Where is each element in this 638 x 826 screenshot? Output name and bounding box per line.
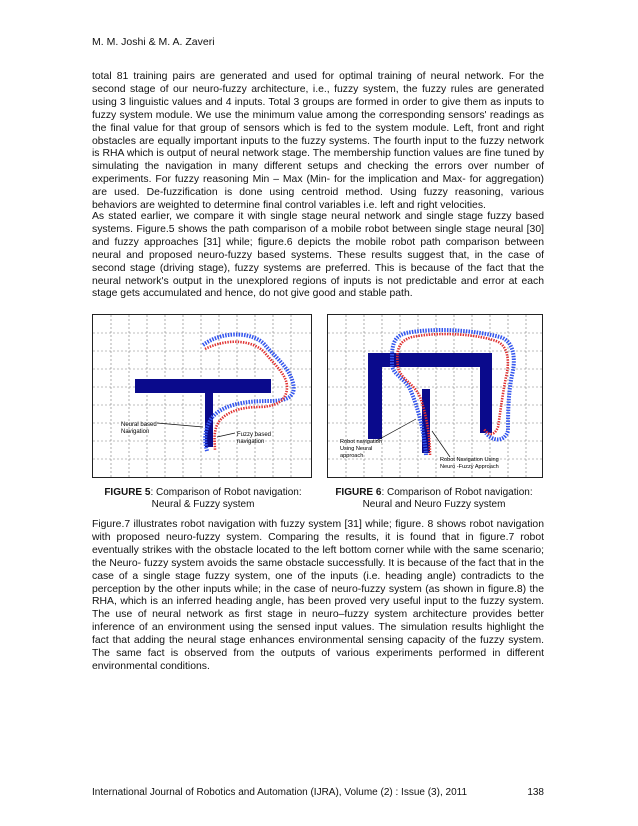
label-fuzzy-line1: Fuzzy based — [237, 432, 272, 438]
running-header: M. M. Joshi & M. A. Zaveri — [92, 36, 215, 48]
grid-lines — [93, 315, 311, 477]
figure-5-svg — [93, 315, 311, 477]
footer-journal: International Journal of Robotics and Automation (IJRA), Volume (2) : Issue (3), 2011 — [92, 787, 468, 798]
page-number: 138 — [527, 787, 544, 798]
obstacle-top — [368, 353, 492, 367]
paragraph-fig7-fig8: Figure.7 illustrates robot navigation with fuzzy system [31] while; figure. 8 shows robot navigation with proposed neuro-fuzzy system. Comparing the results, it is found that in figure.7 robot eventually strikes with the obstacle located to the left bottom corner while with the same scenario; the Neuro- fuzzy system avoids the same obstacle successfully. It is because of the fact that in the case of a single stage fuzzy system, one of the inputs (i.e. heading angle) contradicts to the perception by the other inputs while; in the case of neuro-fuzzy system (as shown in figure.8) the RHA, which is an inferred heading angle, has been proved very useful input to the fuzzy system. The use of neural network as first stage in neuro–fuzzy system architecture provides better inference of an environment using the sensed input values. The simulation results highlight the fact that adding the neural stage enhances environmental sensing capacity of the fuzzy system. The same fact is observed from the outputs of various experiments performed in different environmental conditions. — [92, 519, 544, 672]
label-neural-line2: Navigation — [121, 429, 150, 435]
figure-5-caption-text: : Comparison of Robot navigation: Neural & Fuzzy system — [150, 487, 302, 510]
paragraph-comparison: As stated earlier, we compare it with single stage neural network and single stage fuzzy based systems. Figure.5 shows the path comparison of a mobile robot between single stage neural [30] and fuzzy approaches [31] while; figure.6 depicts the mobile robot path comparison between neural and proposed neuro-fuzzy based systems. These results suggest that, in the case of second stage (driving stage), fuzzy systems are preferred. This is because of the fact that the neural network's output in the unexplored regions of inputs is not predictable and error at each stage gets accumulated and hence, do not give good and stable path. — [92, 211, 544, 300]
obstacle-left-column — [368, 367, 382, 439]
label-neural-line1: Robot navigation — [340, 439, 382, 445]
figure-6-caption — [320, 487, 548, 511]
paragraph-fuzzy-training: total 81 training pairs are generated and used for optimal training of neural network. For the second stage of our neuro-fuzzy architecture, i.e., fuzzy system, the fuzzy rules are generated using 3 linguistic values and 4 inputs. Total 3 groups are formed in order to give them as inputs to fuzzy system module. We use the minimum value among the corresponding sensors' readings as the final value for that group of sensors which is fed to the system module. Left, front and right obstacles are equally important inputs to the fuzzy systems. The fourth input to the fuzzy network is RHA which is output of neural network stage. The membership function values are fine tuned by simulating the navigation in many different setups and checking the errors over number of experiments. For fuzzy reasoning Min – Max (Min- for the implication and Max- for aggregation) are used. De-fuzzification is done using centroid method. Using fuzzy reasoning, various behaviors are weighted to determine final control variables i.e. left and right velocities. — [92, 71, 544, 212]
label-nf-line1: Robot Navigation Using — [440, 457, 499, 463]
label-neural-line2: Using Neural — [340, 446, 373, 452]
figure-5-caption — [92, 487, 314, 511]
neural-path — [392, 330, 514, 455]
label-neural-line1: Neural based — [121, 422, 157, 428]
page-footer — [92, 787, 544, 798]
figure-5-caption-label: FIGURE 5 — [104, 487, 151, 498]
obstacle-right-column — [480, 367, 492, 433]
figure-6-caption-label: FIGURE 6 — [335, 487, 382, 498]
label-neural-line3: approach — [340, 453, 364, 459]
label-fuzzy-line2: navigation — [237, 439, 265, 445]
figure-6-caption-text: : Comparison of Robot navigation: Neural and Neuro Fuzzy system — [362, 487, 533, 510]
label-nf-line2: Neuro -Fuzzy Approach — [440, 464, 499, 470]
figure-6-svg — [328, 315, 542, 477]
arrow-fuzzy — [217, 433, 235, 437]
figure-5-navigation-plot — [92, 314, 312, 478]
obstacle-horizontal — [135, 379, 271, 393]
figure-6-navigation-plot — [327, 314, 543, 478]
arrow-neuro-fuzzy — [432, 431, 450, 457]
arrow-neural — [157, 423, 203, 427]
